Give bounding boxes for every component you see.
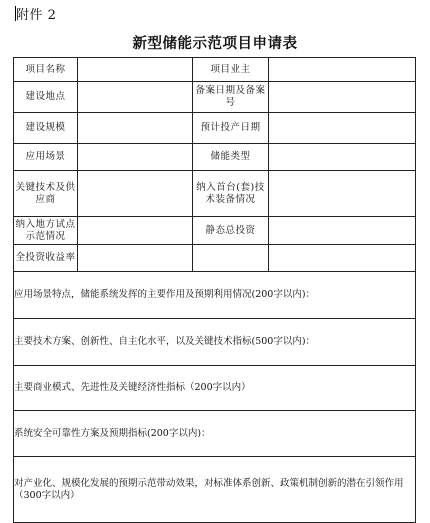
table-row — [14, 366, 416, 411]
scenario-label: 应用场景 — [14, 144, 78, 171]
scale-field[interactable] — [78, 113, 193, 144]
table-row — [14, 58, 416, 82]
table-row — [14, 171, 416, 217]
empty-cell — [193, 245, 269, 272]
table-row — [14, 113, 416, 144]
commissioning-label: 预计投产日期 — [193, 113, 269, 144]
table-row — [14, 272, 416, 319]
scale-label: 建设规模 — [14, 113, 78, 144]
local-demo-label: 纳入地方试点示范情况 — [14, 217, 78, 245]
static-investment-label: 静态总投资 — [193, 217, 269, 245]
safety-section[interactable] — [14, 411, 416, 457]
local-demo-field[interactable] — [78, 217, 193, 245]
commissioning-field[interactable] — [269, 113, 416, 144]
table-row — [14, 457, 416, 523]
safety-label: 系统安全可靠性方案及预期指标(200字以内)： — [14, 427, 211, 439]
key-tech-label: 关键技术及供应商 — [14, 171, 78, 217]
project-name-field[interactable] — [78, 58, 193, 82]
location-field[interactable] — [78, 82, 193, 113]
static-investment-field[interactable] — [269, 217, 416, 245]
tech-plan-section[interactable] — [14, 319, 416, 366]
scenario-features-label: 应用场景特点，储能系统发挥的主要作用及预期利用情况(200字以内)： — [14, 289, 316, 300]
key-tech-field[interactable] — [78, 171, 193, 217]
table-row — [14, 411, 416, 457]
table-row — [14, 82, 416, 113]
business-model-label: 主要商业模式、先进性及关键经济性指标（200字以内） — [14, 382, 251, 393]
empty-cell — [269, 245, 416, 272]
demo-effect-section[interactable] — [14, 457, 416, 523]
location-label: 建设地点 — [14, 82, 78, 113]
scenario-field[interactable] — [78, 144, 193, 171]
table-row — [14, 144, 416, 171]
storage-type-field[interactable] — [269, 144, 416, 171]
business-model-section[interactable] — [14, 366, 416, 411]
table-row — [14, 245, 416, 272]
filing-date-field[interactable] — [269, 82, 416, 113]
filing-date-label: 备案日期及备案号 — [193, 82, 269, 113]
project-owner-label: 项目业主 — [193, 58, 269, 82]
table-row — [14, 217, 416, 245]
table-row — [14, 319, 416, 366]
irr-field[interactable] — [78, 245, 193, 272]
scenario-features-section[interactable] — [14, 272, 416, 319]
project-name-label: 项目名称 — [14, 58, 78, 82]
first-set-label: 纳入首台(套)技术装备情况 — [193, 171, 269, 217]
project-owner-field[interactable] — [269, 58, 416, 82]
application-table — [13, 57, 416, 523]
first-set-field[interactable] — [269, 171, 416, 217]
annex-label: 附件 2 — [16, 8, 57, 23]
storage-type-label: 储能类型 — [193, 144, 269, 171]
demo-effect-label: 对产业化、规模化发展的预期示范带动效果，对标准体系创新、政策机制创新的潜在引领作用（300字以内） — [14, 477, 404, 501]
form-title: 新型储能示范项目申请表 — [132, 36, 298, 52]
irr-label: 全投资收益率 — [14, 245, 78, 272]
tech-plan-label: 主要技术方案、创新性、自主化水平，以及关键技术指标(500字以内)： — [14, 336, 316, 347]
